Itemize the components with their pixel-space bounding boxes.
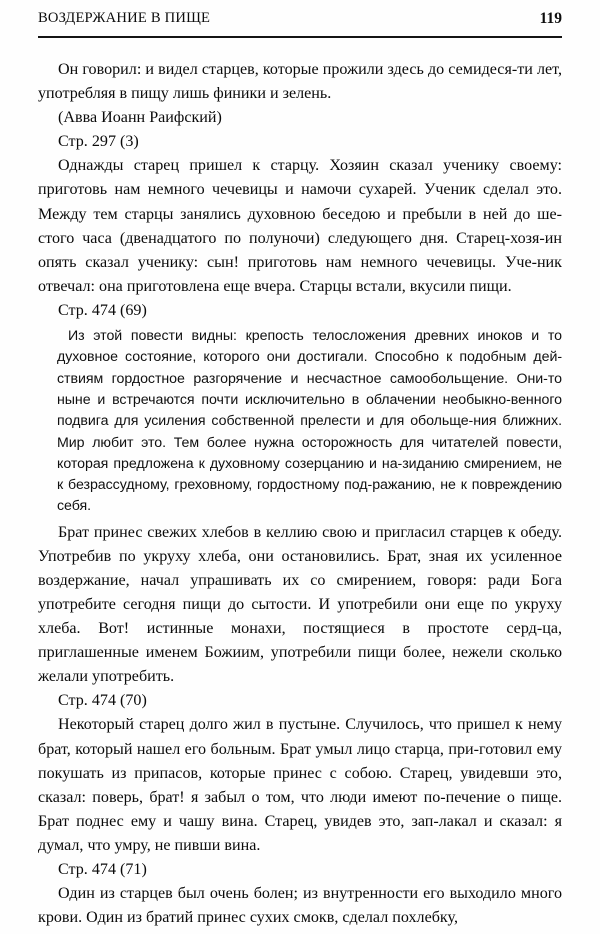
attribution-line: (Авва Иоанн Раифский) xyxy=(58,109,222,127)
source-reference: Стр. 297 (3) xyxy=(58,133,139,151)
paragraph: Он говорил: и видел старцев, которые прожили здесь до семидеся-ти лет, употребляя в пищу лишь финики и зелень. xyxy=(38,61,562,103)
running-head xyxy=(38,11,562,37)
running-head-title: ВОЗДЕРЖАНИЕ В ПИЩЕ xyxy=(38,10,211,26)
paragraph: Некоторый старец долго жил в пустыне. Случилось, что пришел к нему брат, который нашел его больным. Брат умыл лицо старца, при-готовил ему покушать из припасов, которые принес с собою. Старец, увидевши это, сказал: поверь, брат! я забыл о том, что люди имеют по-печение о пище. Брат поднес ему и чашу вина. Старец, увидев это, зап-лакал и сказал: я думал, что умру, не пивши вина. xyxy=(38,716,562,854)
header-rule xyxy=(38,36,562,38)
text-column xyxy=(38,58,562,930)
commentary-block: Из этой повести видны: крепость телосложения древних иноков и то духовное состояние, которого они достигали. Способно к подобным дей-ствиям гордостное разгорячение и несчастное самообольщение. Они-то ныне и встречаются почти исключительно в облачении необыкно-венного подвига для усиления собственной прелести и для обольще-ния ближних. Мир любит это. Тем более нужна осторожность для читателей повести, которая предложена к духовному созерцанию и на-зиданию смирением, не к безрассудному, греховному, гордостному под-ражанию, не к повреждению себя. xyxy=(57,328,562,515)
paragraph: Один из старцев был очень болен; из внутренности его выходило много крови. Один из братий принес сухих смокв, сделал похлебку, xyxy=(38,885,562,927)
source-reference: Стр. 474 (69) xyxy=(58,301,147,319)
paragraph: Однажды старец пришел к старцу. Хозяин сказал ученику своему: приготовь нам немного чечевицы и намочи сухарей. Ученик сделал это. Между тем старцы занялись духовною беседою и пребыли в ней до ше-стого часа (двенадцатого по полуночи) следующего дня. Старец-хозя-ин опять сказал ученику: сын! приготовь нам немного чечевицы. Уче-ник отвечал: она приготовлена еще вчера. Старцы встали, вкусили пищи. xyxy=(38,157,562,295)
paragraph: Брат принес свежих хлебов в келлию свою и пригласил старцев к обеду. Употребив по укруху хлеба, они остановились. Брат, зная их усиленное воздержание, начал упрашивать их со смирением, говоря: ради Бога употребите сегодня пищи до сытости. И употребили они еще по укруху хлеба. Вот! истинные монахи, постящиеся в простоте серд-ца, приглашенные именем Божиим, употребили пищи более, нежели сколько желали употребить. xyxy=(38,523,562,686)
source-reference: Стр. 474 (70) xyxy=(58,692,147,710)
page-number: 119 xyxy=(539,10,562,27)
source-reference: Стр. 474 (71) xyxy=(58,861,147,879)
